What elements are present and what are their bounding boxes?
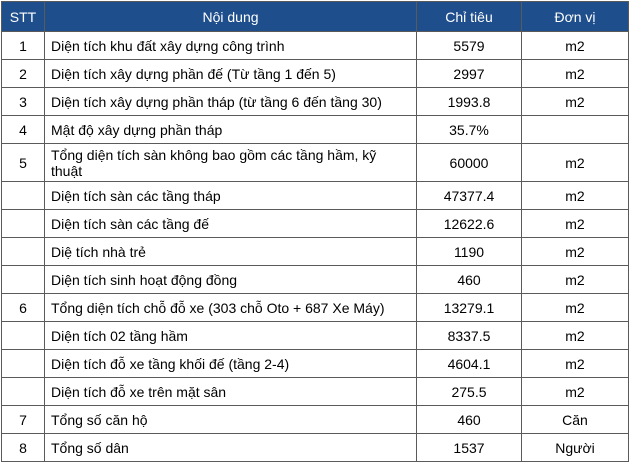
cell-chi-tieu: 12622.6 <box>417 210 522 238</box>
table-row <box>2 378 629 406</box>
cell-noi-dung: Diện tích sàn các tầng tháp <box>45 182 417 210</box>
cell-chi-tieu: 275.5 <box>417 378 522 406</box>
cell-noi-dung: Diện tích đỗ xe trên mặt sân <box>45 378 417 406</box>
table-row <box>2 210 629 238</box>
cell-chi-tieu: 2997 <box>417 60 522 88</box>
cell-don-vi: Căn <box>522 406 629 434</box>
cell-stt: 2 <box>2 60 45 88</box>
table-row <box>2 350 629 378</box>
header-don-vi: Đơn vị <box>522 2 629 32</box>
data-table <box>1 1 629 462</box>
header-chi-tieu: Chỉ tiêu <box>417 2 522 32</box>
cell-noi-dung: Diện tích xây dựng phần đế (Từ tầng 1 đến 5) <box>45 60 417 88</box>
cell-chi-tieu: 1993.8 <box>417 88 522 116</box>
cell-noi-dung: Diện tích khu đất xây dựng công trình <box>45 32 417 60</box>
cell-don-vi: m2 <box>522 144 629 182</box>
table-row <box>2 116 629 144</box>
cell-stt <box>2 378 45 406</box>
cell-chi-tieu: 1537 <box>417 434 522 462</box>
cell-noi-dung: Diện tích sàn các tầng đế <box>45 210 417 238</box>
cell-stt: 7 <box>2 406 45 434</box>
cell-stt <box>2 182 45 210</box>
table-row <box>2 32 629 60</box>
table-header <box>2 2 629 32</box>
table-row <box>2 182 629 210</box>
header-noi-dung: Nội dung <box>45 2 417 32</box>
cell-don-vi: m2 <box>522 88 629 116</box>
cell-noi-dung: Tổng diện tích chỗ đỗ xe (303 chỗ Oto + 687 Xe Máy) <box>45 294 417 322</box>
cell-stt: 4 <box>2 116 45 144</box>
cell-noi-dung: Tổng diện tích sàn không bao gồm các tầng hầm, kỹ thuật <box>45 144 417 182</box>
table-row <box>2 144 629 182</box>
cell-chi-tieu: 5579 <box>417 32 522 60</box>
cell-noi-dung: Diện tích đỗ xe tầng khối đế (tầng 2-4) <box>45 350 417 378</box>
table-row <box>2 434 629 462</box>
cell-chi-tieu: 460 <box>417 266 522 294</box>
cell-noi-dung: Diệ tích nhà trẻ <box>45 238 417 266</box>
cell-chi-tieu: 13279.1 <box>417 294 522 322</box>
cell-stt: 6 <box>2 294 45 322</box>
cell-chi-tieu: 460 <box>417 406 522 434</box>
cell-don-vi: m2 <box>522 182 629 210</box>
cell-noi-dung: Diện tích 02 tầng hầm <box>45 322 417 350</box>
cell-noi-dung: Diện tích sinh hoạt động đồng <box>45 266 417 294</box>
cell-don-vi: m2 <box>522 238 629 266</box>
cell-don-vi: Người <box>522 434 629 462</box>
cell-stt: 8 <box>2 434 45 462</box>
cell-stt <box>2 322 45 350</box>
cell-stt <box>2 266 45 294</box>
cell-don-vi: m2 <box>522 378 629 406</box>
cell-chi-tieu: 47377.4 <box>417 182 522 210</box>
cell-chi-tieu: 35.7% <box>417 116 522 144</box>
cell-noi-dung: Mật độ xây dựng phần tháp <box>45 116 417 144</box>
cell-don-vi: m2 <box>522 350 629 378</box>
cell-don-vi: m2 <box>522 294 629 322</box>
header-row <box>2 2 629 32</box>
cell-chi-tieu: 60000 <box>417 144 522 182</box>
table-row <box>2 406 629 434</box>
table-body <box>2 32 629 462</box>
cell-noi-dung: Diện tích xây dựng phần tháp (từ tầng 6 đến tầng 30) <box>45 88 417 116</box>
cell-don-vi: m2 <box>522 266 629 294</box>
cell-stt: 1 <box>2 32 45 60</box>
cell-noi-dung: Tổng số căn hộ <box>45 406 417 434</box>
cell-stt <box>2 238 45 266</box>
cell-stt <box>2 350 45 378</box>
cell-noi-dung: Tổng số dân <box>45 434 417 462</box>
table-row <box>2 238 629 266</box>
header-stt: STT <box>2 2 45 32</box>
table-row <box>2 88 629 116</box>
cell-stt: 3 <box>2 88 45 116</box>
table-row <box>2 60 629 88</box>
cell-chi-tieu: 1190 <box>417 238 522 266</box>
cell-stt: 5 <box>2 144 45 182</box>
cell-don-vi: m2 <box>522 60 629 88</box>
cell-chi-tieu: 4604.1 <box>417 350 522 378</box>
cell-chi-tieu: 8337.5 <box>417 322 522 350</box>
cell-don-vi: m2 <box>522 322 629 350</box>
cell-stt <box>2 210 45 238</box>
table-row <box>2 322 629 350</box>
table-row <box>2 294 629 322</box>
table-container <box>1 1 628 462</box>
cell-don-vi: m2 <box>522 32 629 60</box>
cell-don-vi <box>522 116 629 144</box>
cell-don-vi: m2 <box>522 210 629 238</box>
table-row <box>2 266 629 294</box>
